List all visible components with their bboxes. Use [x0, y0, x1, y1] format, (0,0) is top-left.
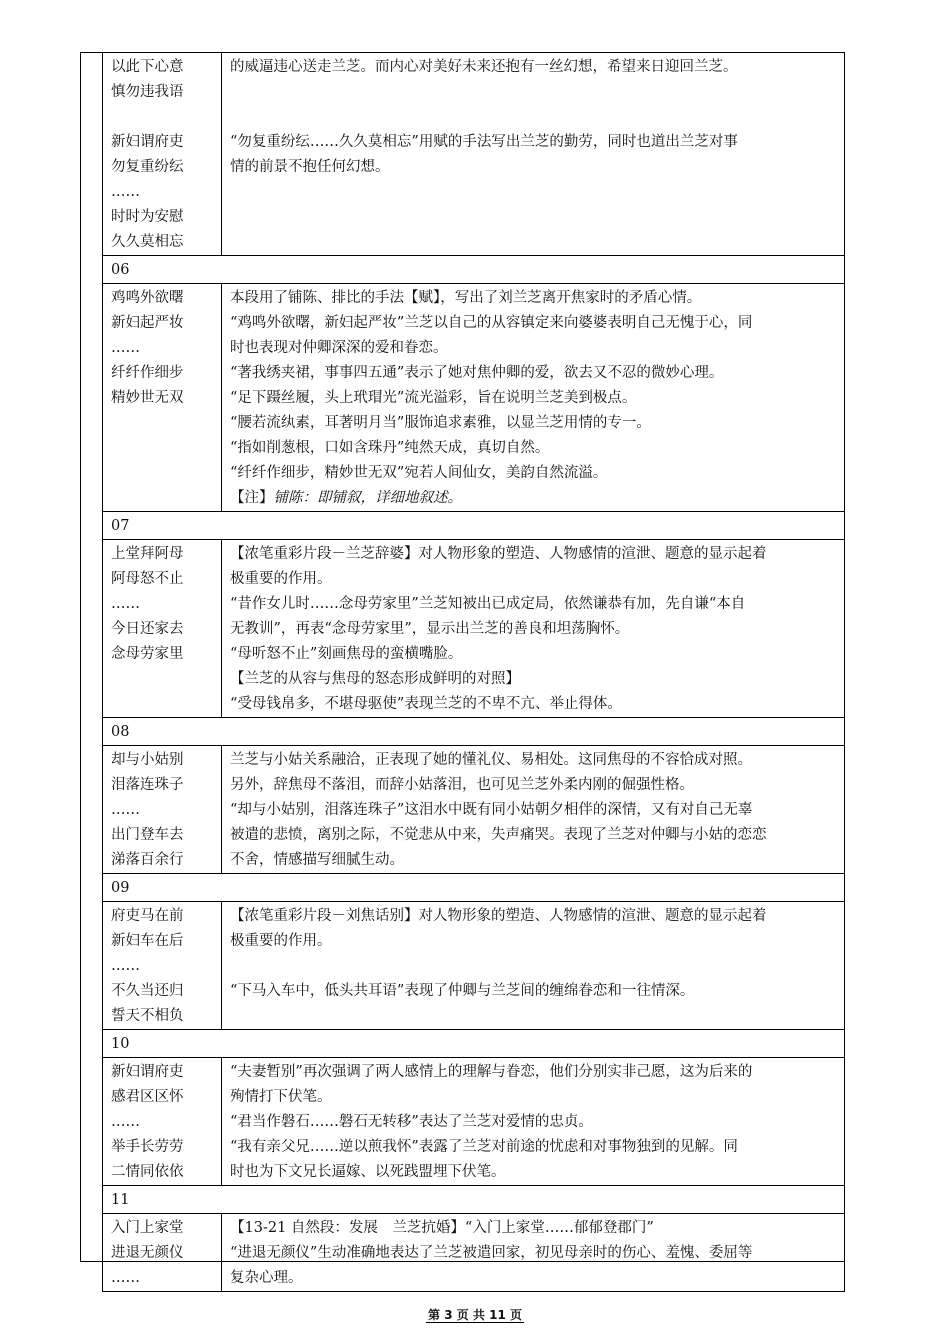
commentary-line: 【13-21 自然段：发展 兰芝抗婚】“入门上家堂……郁郁登郡门”	[230, 1220, 654, 1236]
poem-line: 府吏马在前	[111, 908, 184, 924]
poem-line: 久久莫相忘	[111, 234, 184, 250]
commentary-cell	[222, 1058, 845, 1186]
commentary-line: 【浓笔重彩片段－兰芝辞婆】对人物形象的塑造、人物感情的渲泄、题意的显示起着	[230, 546, 767, 562]
note-label: 【注】	[230, 490, 274, 506]
commentary-line: 【浓笔重彩片段－刘焦话别】对人物形象的塑造、人物感情的渲泄、题意的显示起着	[230, 908, 767, 924]
commentary-line: 不舍，情感描写细腻生动。	[230, 852, 404, 868]
footer-prefix: 第	[427, 1308, 440, 1322]
poem-line: 慎勿违我语	[111, 84, 184, 100]
poem-line: 上堂拜阿母	[111, 546, 184, 562]
poem-line: 念母劳家里	[111, 646, 184, 662]
poem-line: 勿复重纷纭	[111, 159, 184, 175]
poem-line: 感君区区怀	[111, 1089, 184, 1105]
poem-line: ……	[111, 958, 140, 974]
section-number: 10	[103, 1030, 845, 1058]
commentary-line: “君当作磐石……磐石无转移”表达了兰芝对爱情的忠贞。	[230, 1114, 593, 1130]
poem-line: 鸡鸣外欲曙	[111, 290, 184, 306]
annotation-table	[102, 52, 845, 1292]
commentary-line: 的威逼违心送走兰芝。而内心对美好未来还抱有一丝幻想，希望来日迎回兰芝。	[230, 59, 738, 75]
commentary-line: “我有亲父兄……逆以煎我怀”表露了兰芝对前途的忧虑和对事物独到的见解。同	[230, 1139, 738, 1155]
commentary-cell	[222, 1214, 845, 1292]
poem-lines-cell	[103, 53, 222, 256]
commentary-line: 时也为下文兄长逼嫁、以死践盟埋下伏笔。	[230, 1164, 506, 1180]
commentary-line: “夫妻暂别”再次强调了两人感情上的理解与眷恋，他们分别实非己愿，这为后来的	[230, 1064, 753, 1080]
commentary-line: “足下蹑丝履，头上玳瑁光”流光溢彩，旨在说明兰芝美到极点。	[230, 390, 637, 406]
commentary-cell	[222, 284, 845, 512]
poem-line: 二情同依依	[111, 1164, 184, 1180]
footer-suffix: 页	[510, 1308, 523, 1322]
poem-line: ……	[111, 340, 140, 356]
page-footer	[0, 1306, 950, 1323]
commentary-line: 被遣的悲愤，离别之际，不觉悲从中来，失声痛哭。表现了兰芝对仲卿与小姑的恋恋	[230, 827, 767, 843]
poem-line: 今日还家去	[111, 621, 184, 637]
commentary-line: 【兰芝的从容与焦母的怒态形成鲜明的对照】	[230, 671, 520, 687]
poem-line: 新妇车在后	[111, 933, 184, 949]
commentary-line: 无教训”，再表“念母劳家里”，显示出兰芝的善良和坦荡胸怀。	[230, 621, 630, 637]
commentary-line: 复杂心理。	[230, 1270, 303, 1286]
commentary-line: “腰若流纨素，耳著明月当”服饰追求素雅，以显兰芝用情的专一。	[230, 415, 651, 431]
section-row	[103, 1186, 845, 1214]
poem-line	[111, 105, 215, 130]
content-row	[103, 540, 845, 718]
commentary-cell	[222, 540, 845, 718]
commentary-line: “著我绣夹裙，事事四五通”表示了她对焦仲卿的爱，欲去又不忍的微妙心理。	[230, 365, 724, 381]
commentary-line: “指如削葱根，口如含珠丹”纯然天成，真切自然。	[230, 440, 550, 456]
section-row	[103, 256, 845, 284]
commentary-cell	[222, 53, 845, 256]
poem-line: 纤纤作细步	[111, 365, 184, 381]
poem-line: 时时为安慰	[111, 209, 184, 225]
commentary-line: “进退无颜仪”生动准确地表达了兰芝被遣回家，初见母亲时的伤心、羞愧、委屈等	[230, 1245, 753, 1261]
poem-line: 阿母怒不止	[111, 571, 184, 587]
poem-line: 泪落连珠子	[111, 777, 184, 793]
section-number: 07	[103, 512, 845, 540]
commentary-line: 另外，辞焦母不落泪，而辞小姑落泪，也可见兰芝外柔内刚的倔强性格。	[230, 777, 694, 793]
commentary-line: “却与小姑别，泪落连珠子”这泪水中既有同小姑朝夕相伴的深情，又有对自己无辜	[230, 802, 753, 818]
poem-line: ……	[111, 184, 140, 200]
poem-line: 举手长劳劳	[111, 1139, 184, 1155]
footer-total-pages: 11	[489, 1308, 506, 1322]
commentary-line: “下马入车中，低头共耳语”表现了仲卿与兰芝间的缠绵眷恋和一往情深。	[230, 983, 695, 999]
poem-line: 出门登车去	[111, 827, 184, 843]
section-number: 08	[103, 718, 845, 746]
section-row	[103, 718, 845, 746]
poem-lines-cell	[103, 540, 222, 718]
poem-line: 不久当还归	[111, 983, 184, 999]
commentary-line: “纤纤作细步，精妙世无双”宛若人间仙女，美韵自然流溢。	[230, 465, 608, 481]
poem-line: 新妇谓府吏	[111, 1064, 184, 1080]
commentary-line: 兰芝与小姑关系融洽，正表现了她的懂礼仪、易相处。这同焦母的不容恰成对照。	[230, 752, 752, 768]
commentary-line: “鸡鸣外欲曙，新妇起严妆”兰芝以自己的从容镇定来向婆婆表明自己无愧于心，同	[230, 315, 753, 331]
commentary-line: 情的前景不抱任何幻想。	[230, 159, 390, 175]
footer-middle: 页 共	[456, 1308, 485, 1322]
poem-line: ……	[111, 596, 140, 612]
poem-line: 入门上家堂	[111, 1220, 184, 1236]
commentary-line: 时也表现对仲卿深深的爱和眷恋。	[230, 340, 448, 356]
content-row	[103, 746, 845, 874]
commentary-cell	[222, 902, 845, 1030]
content-row	[103, 902, 845, 1030]
poem-line: 新妇谓府吏	[111, 134, 184, 150]
poem-line: 却与小姑别	[111, 752, 184, 768]
section-row	[103, 512, 845, 540]
poem-line: ……	[111, 1270, 140, 1286]
content-row	[103, 284, 845, 512]
section-row	[103, 1030, 845, 1058]
commentary-line: 极重要的作用。	[230, 933, 332, 949]
commentary-line: “勿复重纷纭……久久莫相忘”用赋的手法写出兰芝的勤劳，同时也道出兰芝对事	[230, 134, 738, 150]
poem-lines-cell	[103, 1214, 222, 1292]
section-number: 06	[103, 256, 845, 284]
note-line	[230, 486, 838, 511]
commentary-cell	[222, 746, 845, 874]
commentary-line: 殉情打下伏笔。	[230, 1089, 332, 1105]
commentary-line: 本段用了铺陈、排比的手法【赋】，写出了刘兰芝离开焦家时的矛盾心情。	[230, 290, 702, 306]
poem-lines-cell	[103, 902, 222, 1030]
poem-lines-cell	[103, 284, 222, 512]
commentary-line	[230, 105, 838, 130]
poem-line: ……	[111, 1114, 140, 1130]
commentary-line	[230, 954, 838, 979]
poem-line: 新妇起严妆	[111, 315, 184, 331]
commentary-line: “母听怒不止”刻画焦母的蛮横嘴脸。	[230, 646, 463, 662]
poem-line: 涕落百余行	[111, 852, 184, 868]
poem-line: 精妙世无双	[111, 390, 184, 406]
poem-lines-cell	[103, 746, 222, 874]
footer-page-number: 3	[444, 1308, 453, 1322]
section-number: 09	[103, 874, 845, 902]
poem-line: 进退无颜仪	[111, 1245, 184, 1261]
content-row	[103, 53, 845, 256]
content-row	[103, 1058, 845, 1186]
commentary-line	[230, 80, 838, 105]
poem-line: 誓天不相负	[111, 1008, 184, 1024]
section-row	[103, 874, 845, 902]
poem-line: 以此下心意	[111, 59, 184, 75]
poem-lines-cell	[103, 1058, 222, 1186]
content-row	[103, 1214, 845, 1292]
commentary-line: “受母钱帛多，不堪母驱使”表现兰芝的不卑不亢、举止得体。	[230, 696, 622, 712]
commentary-line: “昔作女儿时……念母劳家里”兰芝知被出已成定局，依然谦恭有加，先自谦“本自	[230, 596, 746, 612]
note-text: 铺陈：即铺叙，详细地叙述。	[273, 490, 462, 506]
poem-line: ……	[111, 802, 140, 818]
section-number: 11	[103, 1186, 845, 1214]
commentary-line: 极重要的作用。	[230, 571, 332, 587]
